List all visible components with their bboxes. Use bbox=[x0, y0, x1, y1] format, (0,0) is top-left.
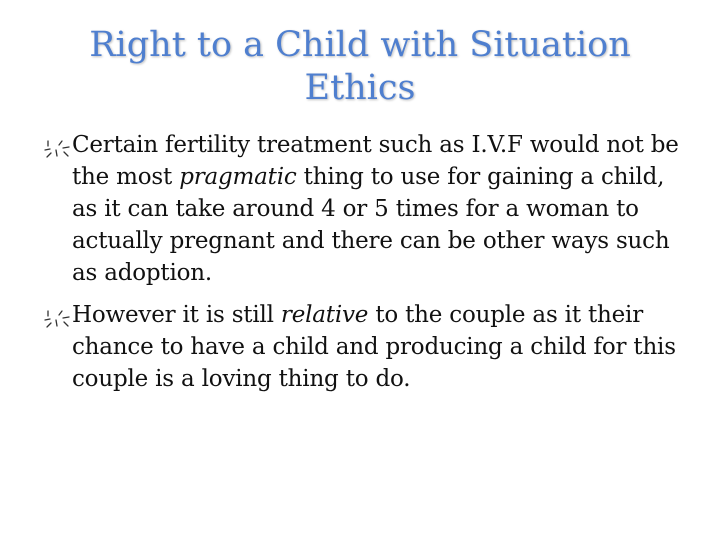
bullet-item-1 bbox=[42, 129, 690, 289]
bullet-1-text-rest: thing to use for gaining a child, as it can take around 4 or 5 times for a woman to actually pregnant and there can be other ways such as adoption. bbox=[72, 164, 670, 286]
slide-title-line-2: Ethics bbox=[304, 68, 416, 108]
bullet-2-text: However it is still bbox=[72, 302, 281, 328]
slide-title-line-1: Right to a Child with Situation bbox=[89, 25, 631, 65]
bullet-1-emphasis: pragmatic bbox=[179, 164, 297, 190]
bullet-list bbox=[42, 129, 690, 405]
bullet-2-text-rest: to the couple as it their chance to have a child and producing a child for this couple is a loving thing to do. bbox=[72, 302, 676, 392]
sparkle-bullet-icon bbox=[44, 309, 72, 329]
bullet-2-emphasis: relative bbox=[280, 302, 369, 328]
slide-title bbox=[40, 24, 680, 110]
bullet-1-text: Certain fertility treatment such as I.V.F would not be the most bbox=[72, 132, 679, 190]
sparkle-bullet-icon bbox=[44, 139, 72, 159]
bullet-item-2 bbox=[42, 299, 690, 395]
